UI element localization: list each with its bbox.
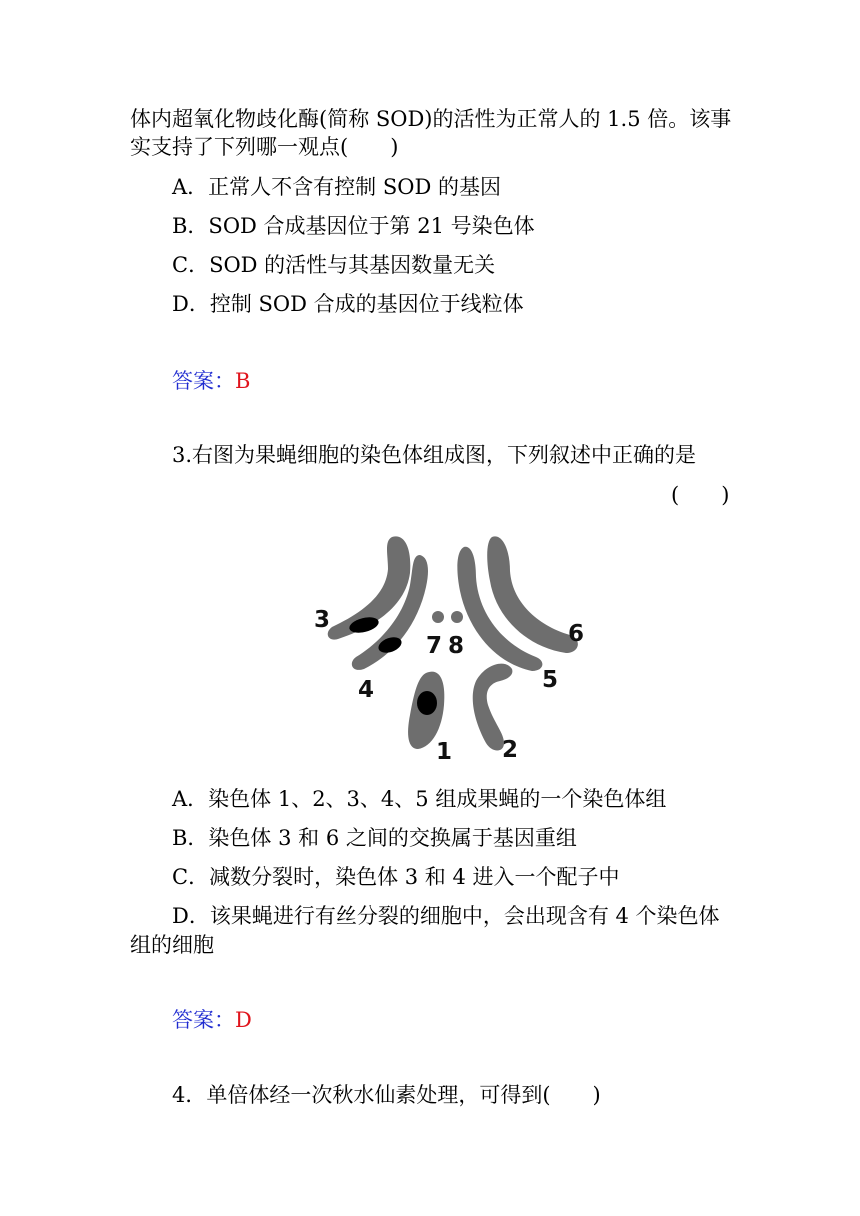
q3-stem: 3.右图为果蝇细胞的染色体组成图，下列叙述中正确的是 [172, 443, 697, 467]
label-3: 3 [314, 607, 331, 633]
q3-option-d-cont: 组的细胞 [130, 933, 214, 957]
q3-option-a: A．染色体 1、2、3、4、5 组成果蝇的一个染色体组 [172, 787, 667, 811]
q2-option-b: B．SOD 合成基因位于第 21 号染色体 [172, 214, 535, 238]
q2-stem-line1: 体内超氧化物歧化酶(简称 SOD)的活性为正常人的 1.5 倍。该事 [130, 107, 732, 131]
q3-answer [172, 1007, 252, 1033]
q2-answer [172, 368, 250, 394]
q3-bracket: ( ) [671, 483, 730, 507]
q2-answer-value: B [235, 369, 251, 393]
chromosome-7 [432, 611, 444, 623]
q2-answer-label: 答案： [172, 369, 235, 393]
label-2: 2 [502, 737, 519, 763]
q3-option-d: D．该果蝇进行有丝分裂的细胞中，会出现含有 4 个染色体 [172, 904, 720, 928]
q3-answer-value: D [235, 1008, 252, 1032]
chromosome-8 [451, 611, 463, 623]
q3-option-c: C．减数分裂时，染色体 3 和 4 进入一个配子中 [172, 865, 620, 889]
q2-option-c: C．SOD 的活性与其基因数量无关 [172, 253, 496, 277]
q3-option-b: B．染色体 3 和 6 之间的交换属于基因重组 [172, 826, 577, 850]
chromosome-figure [300, 525, 600, 770]
q3-answer-label: 答案： [172, 1008, 235, 1032]
label-5: 5 [542, 667, 559, 693]
q2-option-a: A．正常人不含有控制 SOD 的基因 [172, 175, 501, 199]
label-8: 8 [448, 633, 465, 659]
q2-option-d: D．控制 SOD 合成的基因位于线粒体 [172, 292, 524, 316]
q4-stem: 4．单倍体经一次秋水仙素处理，可得到( ) [172, 1083, 601, 1107]
q2-stem-line2: 实支持了下列哪一观点( ) [130, 135, 399, 159]
label-4: 4 [358, 677, 375, 703]
centromere-1 [417, 691, 437, 715]
label-1: 1 [436, 739, 453, 765]
label-7: 7 [426, 633, 443, 659]
label-6: 6 [568, 621, 585, 647]
